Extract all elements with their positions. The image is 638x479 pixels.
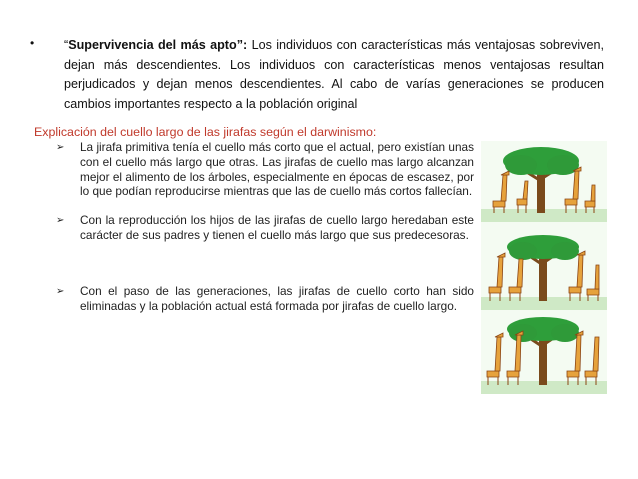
list-item xyxy=(42,213,474,243)
giraffe-scene-3 xyxy=(481,313,607,394)
giraffe-illustration xyxy=(481,141,607,394)
arrow-bullet-icon: ➢ xyxy=(56,142,65,153)
inset-list xyxy=(42,140,474,313)
open-quote: “ xyxy=(64,38,69,52)
slide-bullet: • xyxy=(30,36,35,50)
paragraph-body: Los individuos con características más ventajosas sobreviven, dejan más descendientes. Los individuos con características menos ventajosas resultan perjudicados y dejan menos descendientes. Al cabo de varías generaciones se producen cambios importantes respecto a la población original xyxy=(64,38,604,111)
arrow-bullet-icon: ➢ xyxy=(56,285,65,297)
slide-paragraph xyxy=(64,36,604,114)
inset-title: Explicación del cuello largo de las jirafas según el darwinismo: xyxy=(34,125,377,139)
list-item xyxy=(42,284,474,314)
list-item-text: La jirafa primitiva tenía el cuello más corto que el actual, pero existían unas con el cuello más largo que otras. Las jirafas de cuello mas largo alcanzan mejor el alimento de los árboles, especialmente en épocas de escasez, por lo que podían reproducirse mientras que las de cuello más cortos fallecían. xyxy=(80,140,474,199)
giraffe-scene-2 xyxy=(481,229,607,310)
paragraph-heading: Supervivencia del más apto xyxy=(68,38,237,52)
heading-close: ”: xyxy=(236,38,248,52)
arrow-bullet-icon: ➢ xyxy=(56,215,65,227)
list-item-text: Con la reproducción los hijos de las jirafas de cuello largo heredaban este carácter de sus padres y tienen el cuello más largo que sus predecesoras. xyxy=(80,213,474,242)
giraffe-scene-1 xyxy=(481,141,607,222)
list-item xyxy=(42,140,474,199)
list-item-text: Con el paso de las generaciones, las jirafas de cuello corto han sido eliminadas y la población actual está formada por jirafas de cuello largo. xyxy=(80,283,474,313)
